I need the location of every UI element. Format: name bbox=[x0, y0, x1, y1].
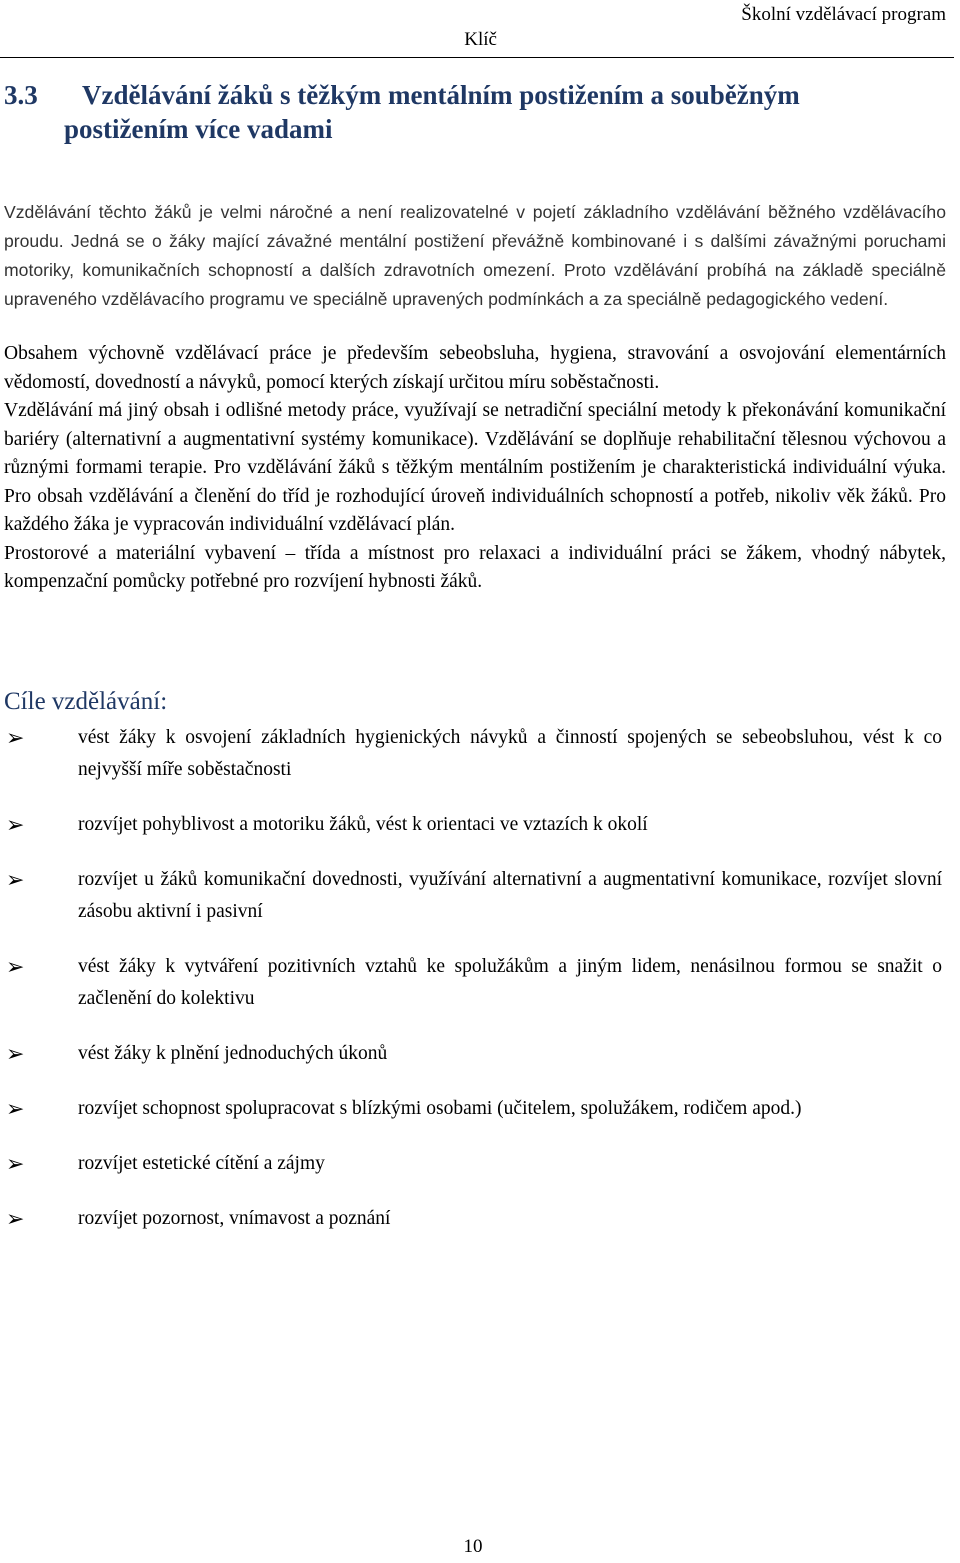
goal-item bbox=[4, 1203, 942, 1235]
arrow-bullet-icon: ➢ bbox=[6, 867, 25, 892]
arrow-bullet-icon: ➢ bbox=[6, 812, 25, 837]
header-school-name: Klíč bbox=[464, 29, 497, 50]
body-paragraph-2: Vzdělávání má jiný obsah i odlišné metody práce, využívají se netradiční speciální metody k překonávání komunikační bariéry (alternativní a augmentativní systémy komunikace). Vzdělávání se doplňuje rehabilitační tělesnou výchovou a různými formami terapie. Pro vzdělávání žáků s těžkým mentálním postižením je charakteristická individuální výuka. Pro obsah vzdělávání a členění do tříd je rozhodující úroveň individuálních schopností a potřeb, nikoliv věk žáků. Pro každého žáka je vypracován individuální vzdělávací plán. bbox=[4, 400, 946, 535]
section-title-line1: Vzdělávání žáků s těžkým mentálním postižením a souběžným bbox=[82, 80, 800, 110]
body-paragraph-3: Prostorové a materiální vybavení – třída a místnost pro relaxaci a individuální práci se žákem, vhodný nábytek, kompenzační pomůcky potřebné pro rozvíjení hybnosti žáků. bbox=[4, 542, 946, 592]
goal-item bbox=[4, 951, 942, 1015]
body-paragraph-1: Obsahem výchovně vzdělávací práce je především sebeobsluha, hygiena, stravování a osvojování elementárních vědomostí, dovedností a návyků, pomocí kterých získají určitou míru soběstačnosti. bbox=[4, 343, 946, 393]
goal-text: vést žáky k vytváření pozitivních vztahů ke spolužákům a jiným lidem, nenásilnou formou se snažit o začlenění do kolektivu bbox=[78, 956, 942, 1009]
section-number: 3.3 bbox=[4, 80, 38, 110]
header-program-name: Školní vzdělávací program bbox=[741, 4, 946, 25]
goal-text: rozvíjet estetické cítění a zájmy bbox=[78, 1153, 325, 1174]
goal-item bbox=[4, 722, 942, 786]
arrow-bullet-icon: ➢ bbox=[6, 725, 25, 750]
goals-list bbox=[4, 722, 942, 1235]
page-header bbox=[0, 2, 960, 52]
body-text bbox=[4, 340, 946, 597]
section-heading bbox=[4, 78, 944, 146]
arrow-bullet-icon: ➢ bbox=[6, 1041, 25, 1066]
goal-text: rozvíjet u žáků komunikační dovednosti, využívání alternativní a augmentativní komunikace, rozvíjet slovní zásobu aktivní i pasivní bbox=[78, 869, 942, 922]
goal-text: rozvíjet pozornost, vnímavost a poznání bbox=[78, 1208, 391, 1229]
goal-item bbox=[4, 1093, 942, 1125]
arrow-bullet-icon: ➢ bbox=[6, 954, 25, 979]
goal-item bbox=[4, 1038, 942, 1070]
goal-item bbox=[4, 1148, 942, 1180]
arrow-bullet-icon: ➢ bbox=[6, 1151, 25, 1176]
goals-heading: Cíle vzdělávání: bbox=[4, 688, 168, 715]
section-title-line2: postižením více vadami bbox=[64, 114, 333, 144]
header-divider bbox=[0, 57, 954, 58]
goal-item bbox=[4, 809, 942, 841]
goal-text: rozvíjet schopnost spolupracovat s blízkými osobami (učitelem, spolužákem, rodičem apod.) bbox=[78, 1098, 802, 1119]
arrow-bullet-icon: ➢ bbox=[6, 1096, 25, 1121]
page-number: 10 bbox=[463, 1536, 483, 1557]
goal-text: rozvíjet pohyblivost a motoriku žáků, vést k orientaci ve vztazích k okolí bbox=[78, 814, 648, 835]
goal-text: vést žáky k osvojení základních hygienických návyků a činností spojených se sebeobsluhou, vést k co nejvyšší míře soběstačnosti bbox=[78, 727, 942, 780]
intro-paragraph: Vzdělávání těchto žáků je velmi náročné a není realizovatelné v pojetí základního vzdělávání běžného vzdělávacího proudu. Jedná se o žáky mající závažné mentální postižení převážně kombinované i s dalšími závažnými poruchami motoriky, komunikačních schopností a dalších zdravotních omezení. Proto vzdělávání probíhá na základě speciálně upraveného vzdělávacího programu ve speciálně upravených podmínkách a za speciálně pedagogického vedení. bbox=[4, 202, 946, 309]
arrow-bullet-icon: ➢ bbox=[6, 1206, 25, 1231]
goal-item bbox=[4, 864, 942, 928]
goal-text: vést žáky k plnění jednoduchých úkonů bbox=[78, 1043, 388, 1064]
